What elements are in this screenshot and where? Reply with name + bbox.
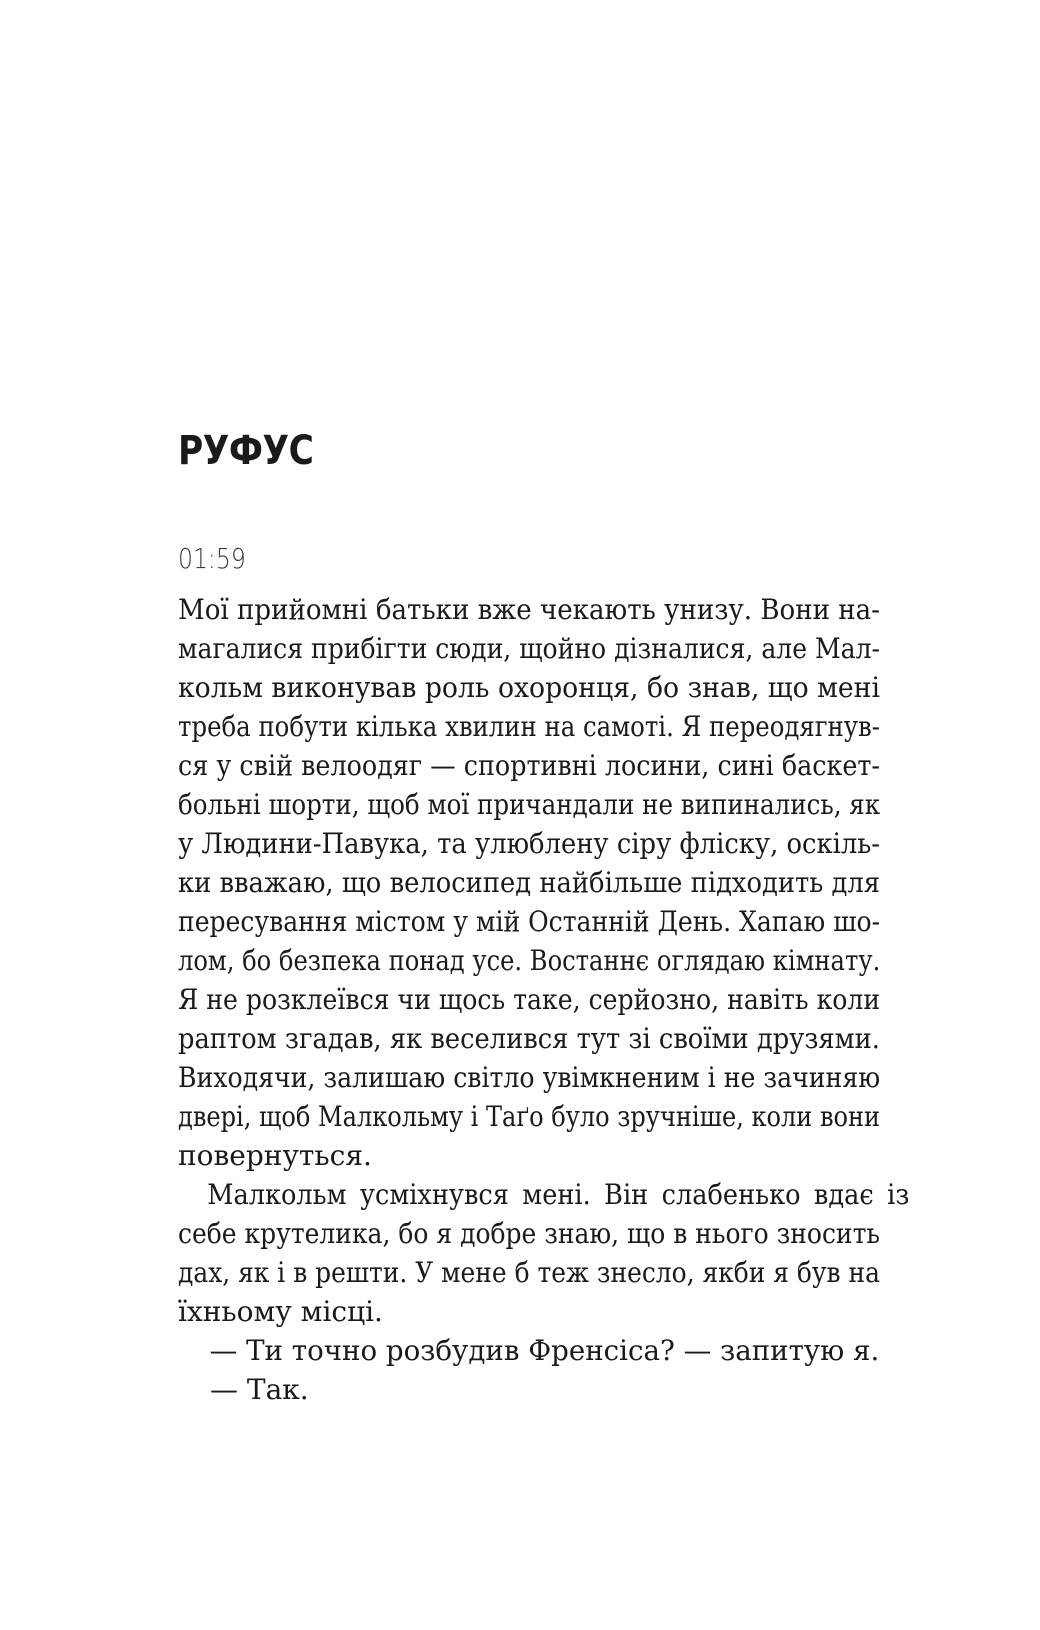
text-line: треба побути кілька хвилин на самоті. Я переодягнув-	[178, 710, 881, 743]
text-line: кольм виконував роль охоронця, бо знав, що мені	[178, 671, 880, 704]
text-line: себе крутелика, бо я добре знаю, що в нього зносить	[178, 1217, 881, 1250]
text-line: їхньому місці.	[178, 1295, 383, 1328]
text-line: Мої прийомні батьки вже чекають унизу. Вони на-	[178, 593, 880, 626]
text-line: повернуться.	[178, 1139, 372, 1172]
paragraph	[178, 590, 880, 1175]
text-line: — Так.	[210, 1373, 309, 1406]
paragraph	[178, 1370, 880, 1409]
text-line: больні шорти, щоб мої причандали не випинались, як	[178, 788, 881, 821]
text-line: дах, як і в решти. У мене б теж знесло, якби я був на	[178, 1256, 880, 1289]
text-line: пересування містом у мій Останній День. Хапаю шо-	[178, 905, 881, 938]
paragraph	[178, 1175, 910, 1331]
text-line: ся у свій велоодяг — спортивні лосини, сині баскет-	[178, 749, 881, 782]
text-line: у Людини-Павука, та улюблену сіру фліску, оскіль-	[178, 827, 881, 860]
body-text	[178, 590, 910, 1409]
text-line: лом, бо безпека понад усе. Востаннє оглядаю кімнату.	[178, 944, 881, 977]
text-line: Малкольм усміхнувся мені. Він слабенько вдає із	[207, 1178, 910, 1211]
chapter-title: РУФУС	[178, 428, 314, 474]
text-line: Виходячи, залишаю світло увімкненим і не зачиняю	[178, 1061, 881, 1094]
text-line: — Ти точно розбудив Френсіса? — запитую я.	[209, 1334, 880, 1367]
text-line: магалися прибігти сюди, щойно дізналися, але Мал-	[178, 632, 881, 665]
text-line: ки вважаю, що велосипед найбільше підходить для	[178, 866, 881, 899]
text-line: двері, щоб Малкольму і Таґо було зручніше, коли вони	[178, 1100, 881, 1133]
text-line: раптом згадав, як веселився тут зі своїми друзями.	[178, 1022, 880, 1055]
text-line: Я не розклеївся чи щось таке, серйозно, навіть коли	[178, 983, 881, 1016]
paragraph	[178, 1331, 880, 1370]
chapter-time: 01:59	[178, 542, 246, 575]
